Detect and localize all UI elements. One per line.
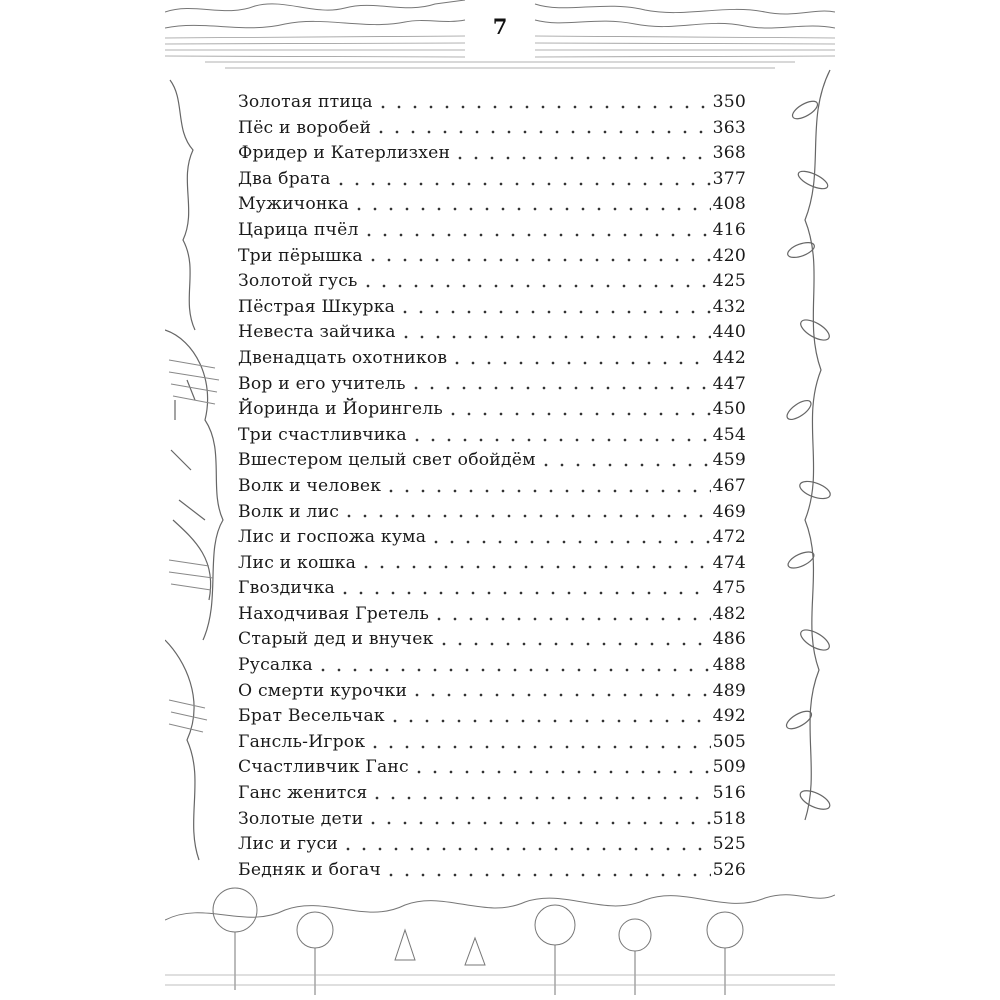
toc-dot-leader	[315, 667, 711, 673]
toc-dot-leader	[360, 283, 711, 289]
toc-dot-leader	[409, 692, 710, 698]
toc-dot-leader	[411, 769, 711, 775]
toc-entry-page: 432	[712, 296, 746, 317]
toc-entry-page: 368	[712, 143, 746, 164]
toc-dot-leader	[361, 232, 711, 238]
toc-entry-title: Вшестером целый свет обойдём	[238, 450, 536, 471]
toc-dot-leader	[351, 206, 711, 212]
toc-entry-page: 440	[712, 322, 746, 343]
toc-entry-page: 486	[712, 629, 746, 650]
toc-entry-page: 482	[712, 603, 746, 624]
toc-dot-leader	[408, 385, 711, 391]
toc-dot-leader	[383, 488, 710, 494]
page-number: 7	[492, 14, 508, 39]
toc-entry-page: 474	[712, 552, 746, 573]
toc-entry	[238, 194, 746, 220]
toc-entry-title: О смерти курочки	[238, 680, 408, 701]
toc-entry-title: Невеста зайчика	[238, 322, 396, 343]
toc-entry	[238, 655, 746, 681]
toc-entry-page: 363	[712, 117, 746, 138]
toc-entry-page: 525	[712, 834, 746, 855]
toc-dot-leader	[340, 846, 711, 852]
toc-entry-page: 467	[712, 475, 746, 496]
toc-entry-page: 488	[712, 655, 746, 676]
toc-entry	[238, 757, 746, 783]
toc-entry	[238, 425, 746, 451]
toc-entry	[238, 604, 746, 630]
toc-entry	[238, 271, 746, 297]
toc-entry	[238, 399, 746, 425]
toc-entry-title: Два брата	[238, 168, 331, 189]
toc-entry	[238, 450, 746, 476]
toc-dot-leader	[369, 795, 710, 801]
toc-entry	[238, 220, 746, 246]
toc-entry	[238, 553, 746, 579]
toc-dot-leader	[436, 641, 711, 647]
table-of-contents	[238, 92, 746, 885]
toc-entry	[238, 374, 746, 400]
toc-dot-leader	[409, 437, 711, 443]
toc-dot-leader	[452, 155, 710, 161]
toc-entry-title: Мужичонка	[238, 194, 349, 215]
toc-entry-page: 469	[712, 501, 746, 522]
toc-entry	[238, 476, 746, 502]
toc-entry-page: 408	[712, 194, 746, 215]
toc-entry-page: 518	[712, 808, 746, 829]
toc-entry-page: 450	[712, 399, 746, 420]
toc-entry-title: Волк и лис	[238, 501, 340, 522]
toc-dot-leader	[431, 616, 711, 622]
toc-entry	[238, 118, 746, 144]
toc-dot-leader	[333, 181, 711, 187]
toc-entry	[238, 143, 746, 169]
toc-entry-title: Лис и гуси	[238, 834, 339, 855]
toc-entry	[238, 629, 746, 655]
toc-entry-title: Йоринда и Йорингель	[238, 399, 443, 420]
toc-entry	[238, 169, 746, 195]
toc-entry-page: 489	[712, 680, 746, 701]
toc-entry	[238, 527, 746, 553]
toc-entry-title: Золотые дети	[238, 808, 364, 829]
toc-entry	[238, 297, 746, 323]
toc-dot-leader	[383, 872, 711, 878]
toc-entry-page: 350	[712, 92, 746, 112]
toc-entry-title: Ганс женится	[238, 783, 368, 804]
toc-dot-leader	[387, 718, 711, 724]
toc-dot-leader	[538, 462, 711, 468]
toc-entry	[238, 348, 746, 374]
toc-entry-title: Волк и человек	[238, 475, 382, 496]
toc-dot-leader	[337, 590, 711, 596]
toc-entry	[238, 578, 746, 604]
toc-entry-title: Лис и кошка	[238, 552, 357, 573]
toc-entry-title: Вор и его учитель	[238, 373, 406, 394]
toc-entry-page: 442	[712, 347, 746, 368]
toc-entry-title: Пёс и воробей	[238, 117, 372, 138]
toc-entry-page: 492	[712, 706, 746, 727]
book-page	[165, 0, 835, 1000]
toc-entry-title: Гвоздичка	[238, 578, 335, 599]
toc-entry	[238, 246, 746, 272]
toc-entry-title: Три пёрышка	[238, 245, 363, 266]
toc-entry-title: Лис и госпожа кума	[238, 527, 427, 548]
toc-entry-title: Бедняк и богач	[238, 859, 381, 880]
toc-entry-page: 526	[712, 859, 746, 880]
toc-entry	[238, 706, 746, 732]
toc-entry-title: Золотая птица	[238, 92, 373, 112]
toc-entry-title: Три счастливчика	[238, 424, 407, 445]
toc-dot-leader	[398, 334, 711, 340]
toc-entry-title: Гансль-Игрок	[238, 731, 366, 752]
toc-entry-page: 505	[712, 731, 746, 752]
toc-entry-title: Русалка	[238, 655, 313, 676]
toc-entry-title: Старый дед и внучек	[238, 629, 434, 650]
toc-entry	[238, 681, 746, 707]
toc-entry-title: Золотой гусь	[238, 271, 358, 292]
toc-entry-page: 454	[712, 424, 746, 445]
toc-entry-page: 377	[712, 168, 746, 189]
toc-entry-page: 420	[712, 245, 746, 266]
toc-entry	[238, 502, 746, 528]
toc-entry-page: 416	[712, 219, 746, 240]
toc-entry-title: Пёстрая Шкурка	[238, 296, 396, 317]
toc-entry	[238, 834, 746, 860]
toc-dot-leader	[341, 513, 711, 519]
toc-entry-title: Счастливчик Ганс	[238, 757, 409, 778]
toc-entry	[238, 860, 746, 886]
toc-entry-page: 425	[712, 271, 746, 292]
toc-dot-leader	[373, 129, 710, 135]
toc-entry-page: 459	[712, 450, 746, 471]
toc-dot-leader	[375, 104, 711, 110]
toc-entry-page: 472	[712, 527, 746, 548]
toc-dot-leader	[365, 820, 710, 826]
toc-entry-title: Находчивая Гретель	[238, 603, 430, 624]
toc-dot-leader	[428, 539, 710, 545]
toc-dot-leader	[449, 360, 710, 366]
toc-dot-leader	[445, 411, 711, 417]
toc-entry-page: 447	[712, 373, 746, 394]
toc-entry-title: Фридер и Катерлизхен	[238, 143, 451, 164]
toc-entry	[238, 92, 746, 118]
toc-entry-title: Брат Весельчак	[238, 706, 385, 727]
toc-entry-page: 509	[712, 757, 746, 778]
toc-dot-leader	[365, 257, 711, 263]
toc-entry-title: Двенадцать охотников	[238, 347, 448, 368]
toc-entry-title: Царица пчёл	[238, 219, 359, 240]
toc-entry	[238, 732, 746, 758]
toc-dot-leader	[397, 309, 710, 315]
toc-entry	[238, 783, 746, 809]
toc-entry	[238, 322, 746, 348]
toc-entry-page: 475	[712, 578, 746, 599]
toc-entry-page: 516	[712, 783, 746, 804]
toc-dot-leader	[367, 744, 710, 750]
toc-dot-leader	[358, 564, 711, 570]
toc-entry	[238, 809, 746, 835]
